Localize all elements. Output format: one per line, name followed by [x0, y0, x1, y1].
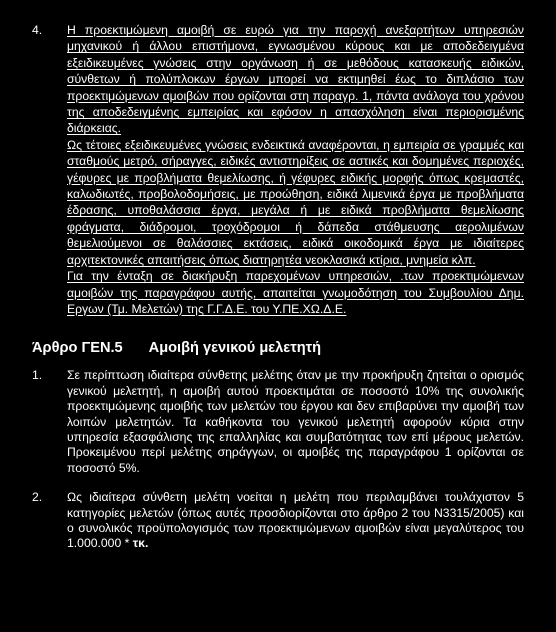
paragraph-4-text-2: Ως τέτοιες εξειδικευμένες γνώσεις ενδεικτικά αναφέρονται, η εμπειρία σε γραμμές και σταθμούς μετρό, σήραγγες, ειδικές αντιστηρίξεις σε αστικές και δομημένες περιοχές, γέφυρες με προβλήματα θεμελίωσης, ή γέφυρες ειδικής μορφής όπως κρεμαστές, καλωδιωτές, προβολοδομήσεις, με προώθηση, ειδικά λιμενικά έργα με προβλήματα έδρασης, υποθαλάσσια έργα, μεγάλα ή με ειδικά προβλήματα θεμελίωσης φράγματα, διάδρομοι, τροχόδρομοι ή δάπεδα στάθμευσης αερολιμένων θεμελιούμενοι σε θαλάσσιες εκτάσεις, ειδικά οικοδομικά έργα με ιδιαίτερες αρχιτεκτονικές απαιτήσεις όπως διατηρητέα νεοκλασικά κτίρια, μνημεία κλπ.: [67, 137, 524, 267]
paragraph-4-text-1: Η προεκτιμώμενη αμοιβή σε ευρώ για την παροχή ανεξαρτήτων υπηρεσιών μηχανικού ή άλλου επιστήμονα, εγνωσμένου κύρους και με αποδεδειγμένα εξειδικευμένες γνώσεις στην οργάνωση ή σε μεθόδους κατασκευής ειδικών, σύνθετων ή πολύπλοκων έργων μπορεί να εκτιμηθεί έως το διπλάσιο των προεκτιμώμενων αμοιβών που ορίζονται στη παραγρ. 1, πάντα ανάλογα του χρόνου της αποδεδειγμένης εμπειρίας και εφόσον η απασχόληση είναι περιορισμένης διάρκειας.: [67, 23, 524, 136]
paragraph-number: 4.: [32, 23, 43, 37]
section-1: [32, 368, 524, 476]
article-label: Άρθρο ΓΕΝ.5: [32, 340, 123, 357]
section-2-text: Ως ιδιαίτερα σύνθετη μελέτη νοείται η μελέτη που περιλαμβάνει τουλάχιστον 5 κατηγορίες μελετών (όπως αυτές προσδιορίζονται στο άρθρο 2 του Ν3315/2005) και ο συνολικός προϋπολογισμός των προεκτιμώμενων αμοιβών είναι μεγαλύτερος του 1.000.000 *: [67, 490, 524, 551]
section-number: 2.: [32, 490, 43, 505]
section-2: [32, 490, 524, 552]
section-1-text: Σε περίπτωση ιδιαίτερα σύνθετης μελέτης όταν με την προκήρυξη ζητείται ο ορισμός γενικού μελετητή, η αμοιβή αυτού προεκτιμάται σε ποσοστό 10% της συνολικής προεκτιμώμενης αμοιβής των μελετών του έργου και δεν επιβαρύνει την αμοιβή των λοιπών μελετητών. Τα καθήκοντα του γενικού μελετητή αφορούν κύρια στην υπηρεσία εξασφάλισης της επαλληλίας και συμβατότητας των επί μέρους μελετών. Προκειμένου περί μελέτης σηράγγων, οι αμοιβές της παραγράφου 1 ορίζονται σε ποσοστό 5%.: [67, 368, 524, 475]
section-2-paragraph: [67, 490, 524, 552]
paragraph-4-text-3: Για την ένταξη σε διακήρυξη παρεχομένων υπηρεσιών, .των προεκτιμώμενων αμοιβών της παραγράφου αυτής, απαιτείται γνωμοδότηση του Συμβουλίου Δημ. Εργων (Τμ. Μελετών) της Γ.Γ.Δ.Ε. του Υ.ΠΕ.ΧΩ.Δ.Ε.: [67, 269, 524, 316]
paragraph-4: [32, 22, 524, 317]
section-number: 1.: [32, 368, 43, 383]
article-heading: [32, 339, 524, 358]
section-2-bold-suffix: τκ.: [132, 536, 149, 551]
article-title: Αμοιβή γενικού μελετητή: [148, 340, 322, 357]
